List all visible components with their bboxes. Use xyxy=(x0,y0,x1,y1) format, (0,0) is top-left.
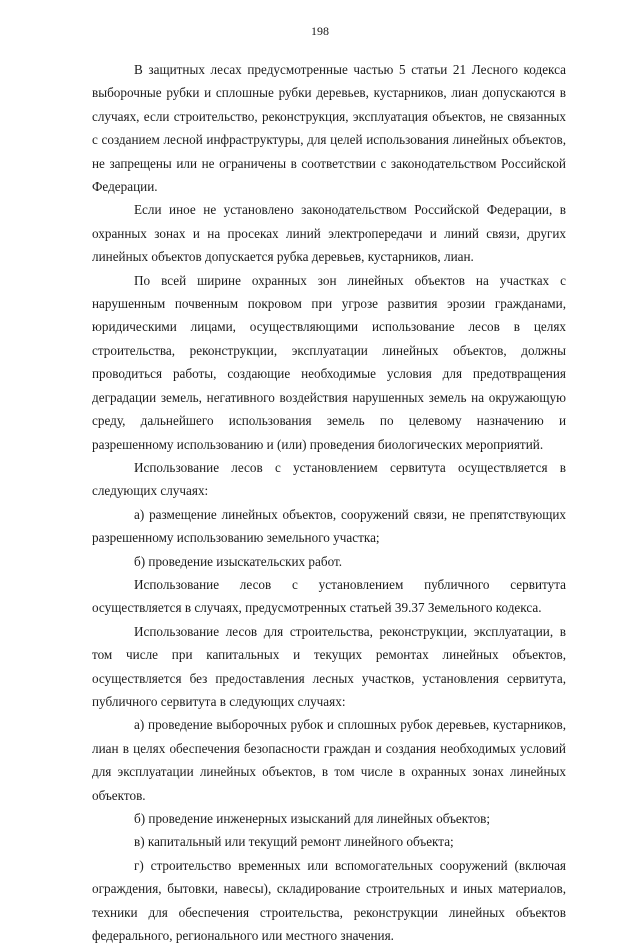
list-item-without-plots-b: б) проведение инженерных изысканий для линейных объектов; xyxy=(134,811,491,826)
paragraph-servitude-cases: Использование лесов с установлением сервитута осуществляется в следующих случаях: xyxy=(92,459,566,499)
list-item-without-plots-c: в) капитальный или текущий ремонт линейного объекта; xyxy=(134,834,454,850)
paragraph-without-plots: Использование лесов для строительства, реконструкции, эксплуатации, в том числе при капитальных и текущих ремонтах линейных объектов, осуществляется без предоставления лесных участков, установления сервитута, публичного сервитута в следующих случаях: xyxy=(92,623,566,709)
list-item-servitude-a: а) размещение линейных объектов, сооружений связи, не препятствующих разрешенному использованию земельного участка; xyxy=(92,506,566,546)
list-item-without-plots-a: а) проведение выборочных рубок и сплошных рубок деревьев, кустарников, лиан в целях обеспечения безопасности граждан и создания необходимых условий для эксплуатации линейных объектов, в том числе в охранных зонах линейных объектов. xyxy=(92,717,566,803)
page-number: 198 xyxy=(311,24,329,38)
paragraph-protective-forests: В защитных лесах предусмотренные частью 5 статьи 21 Лесного кодекса выборочные рубки и сплошные рубки деревьев, кустарников, лиан допускаются в случаях, если строительство, реконструкция, эксплуатация объектов, не связанных с созданием лесной инфраструктуры, для целей использования линейных объектов, не запрещены или не ограничены в соответствии с законодательством Российской Федерации. xyxy=(92,62,566,195)
paragraph-protected-zones-felling: Если иное не установлено законодательством Российской Федерации, в охранных зонах и на просеках линий электропередачи и линий связи, других линейных объектов допускается рубка деревьев, кустарников, лиан. xyxy=(92,202,566,265)
list-item-without-plots-d: г) строительство временных или вспомогательных сооружений (включая ограждения, бытовки, навесы), складирование строительных и иных материалов, техники для обеспечения строительства, реконструкции линейных объектов федерального, регионального или местного значения. xyxy=(92,857,566,944)
document-body xyxy=(92,58,566,947)
paragraph-public-servitude: Использование лесов с установлением публичного сервитута осуществляется в случаях, предусмотренных статьей 39.37 Земельного кодекса. xyxy=(92,576,566,616)
paragraph-erosion-works: По всей ширине охранных зон линейных объектов на участках с нарушенным почвенным покровом при угрозе развития эрозии гражданами, юридическими лицами, осуществляющими использование лесов в целях строительства, реконструкции, эксплуатации линейных объектов, должны проводиться работы, создающие необходимые условия для предотвращения деградации земель, негативного воздействия нарушенных земель на окружающую среду, дальнейшего использования земель по целевому назначению и разрешенному использованию и (или) проведения биологических мероприятий. xyxy=(92,272,566,452)
list-item-servitude-b: б) проведение изыскательских работ. xyxy=(134,553,343,569)
